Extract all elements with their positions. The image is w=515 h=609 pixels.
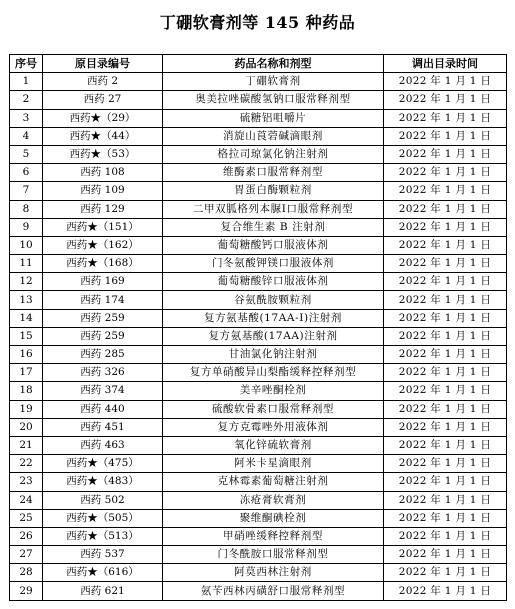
cell-index: 6	[10, 164, 43, 182]
cell-index: 4	[10, 127, 43, 145]
table-row	[10, 164, 507, 182]
cell-index: 7	[10, 182, 43, 200]
cell-original-code: 西药 259	[43, 327, 163, 345]
cell-original-code: 西药 374	[43, 382, 163, 400]
cell-removal-date: 2022 年 1 月 1 日	[384, 236, 507, 254]
cell-index: 24	[10, 491, 43, 509]
table-row	[10, 364, 507, 382]
cell-drug-name: 复合维生素 B 注射剂	[163, 218, 384, 236]
cell-original-code: 西药★（616）	[43, 564, 163, 582]
cell-original-code: 西药 326	[43, 364, 163, 382]
cell-original-code: 西药 169	[43, 273, 163, 291]
table-row	[10, 91, 507, 109]
cell-original-code: 西药 621	[43, 582, 163, 600]
cell-drug-name: 格拉司琼氯化钠注射剂	[163, 145, 384, 163]
cell-index: 12	[10, 273, 43, 291]
cell-index: 22	[10, 455, 43, 473]
cell-drug-name: 门冬酰胺口服常释剂型	[163, 546, 384, 564]
cell-original-code: 西药 174	[43, 291, 163, 309]
cell-drug-name: 美辛唑酮栓剂	[163, 382, 384, 400]
cell-index: 14	[10, 309, 43, 327]
cell-index: 3	[10, 109, 43, 127]
cell-original-code: 西药 108	[43, 164, 163, 182]
cell-original-code: 西药 109	[43, 182, 163, 200]
table-row	[10, 255, 507, 273]
cell-drug-name: 甲硝唑缓释控释剂型	[163, 527, 384, 545]
cell-index: 9	[10, 218, 43, 236]
table-row	[10, 73, 507, 91]
cell-removal-date: 2022 年 1 月 1 日	[384, 109, 507, 127]
table-row	[10, 400, 507, 418]
cell-removal-date: 2022 年 1 月 1 日	[384, 455, 507, 473]
cell-removal-date: 2022 年 1 月 1 日	[384, 164, 507, 182]
header-original-code: 原目录编号	[43, 55, 163, 73]
cell-removal-date: 2022 年 1 月 1 日	[384, 91, 507, 109]
cell-index: 26	[10, 527, 43, 545]
cell-index: 27	[10, 546, 43, 564]
cell-original-code: 西药★（168）	[43, 255, 163, 273]
table-row	[10, 455, 507, 473]
cell-index: 16	[10, 346, 43, 364]
header-removal-date: 调出目录时间	[384, 55, 507, 73]
cell-drug-name: 消旋山莨菪碱滴眼剂	[163, 127, 384, 145]
cell-drug-name: 聚维酮碘栓剂	[163, 509, 384, 527]
cell-removal-date: 2022 年 1 月 1 日	[384, 182, 507, 200]
cell-removal-date: 2022 年 1 月 1 日	[384, 145, 507, 163]
cell-index: 15	[10, 327, 43, 345]
table-header-row	[10, 55, 507, 73]
table-row	[10, 346, 507, 364]
cell-drug-name: 复方克霉唑外用液体剂	[163, 418, 384, 436]
cell-drug-name: 阿莫西林注射剂	[163, 564, 384, 582]
cell-index: 23	[10, 473, 43, 491]
table-row	[10, 200, 507, 218]
cell-removal-date: 2022 年 1 月 1 日	[384, 273, 507, 291]
header-index: 序号	[10, 55, 43, 73]
table-row	[10, 546, 507, 564]
document-title: 丁硼软膏剂等 145 种药品	[159, 13, 356, 32]
cell-removal-date: 2022 年 1 月 1 日	[384, 527, 507, 545]
cell-drug-name: 葡萄糖酸钙口服液体剂	[163, 236, 384, 254]
cell-drug-name: 氧化锌硫软膏剂	[163, 436, 384, 454]
table-row	[10, 291, 507, 309]
cell-index: 10	[10, 236, 43, 254]
table-row	[10, 218, 507, 236]
cell-index: 8	[10, 200, 43, 218]
table-row	[10, 327, 507, 345]
table-row	[10, 582, 507, 600]
table-row	[10, 382, 507, 400]
cell-original-code: 西药★（483）	[43, 473, 163, 491]
table-row	[10, 436, 507, 454]
cell-index: 19	[10, 400, 43, 418]
cell-removal-date: 2022 年 1 月 1 日	[384, 509, 507, 527]
cell-removal-date: 2022 年 1 月 1 日	[384, 491, 507, 509]
table-row	[10, 418, 507, 436]
cell-drug-name: 二甲双胍格列本脲Ⅰ口服常释剂型	[163, 200, 384, 218]
cell-index: 2	[10, 91, 43, 109]
table-row	[10, 564, 507, 582]
cell-removal-date: 2022 年 1 月 1 日	[384, 473, 507, 491]
cell-original-code: 西药★（29）	[43, 109, 163, 127]
table-row	[10, 127, 507, 145]
table-row	[10, 509, 507, 527]
cell-drug-name: 克林霉素葡萄糖注射剂	[163, 473, 384, 491]
cell-original-code: 西药★（513）	[43, 527, 163, 545]
cell-original-code: 西药★（53）	[43, 145, 163, 163]
cell-index: 28	[10, 564, 43, 582]
cell-removal-date: 2022 年 1 月 1 日	[384, 327, 507, 345]
cell-index: 18	[10, 382, 43, 400]
cell-original-code: 西药 285	[43, 346, 163, 364]
cell-index: 25	[10, 509, 43, 527]
cell-drug-name: 冻疮膏软膏剂	[163, 491, 384, 509]
cell-original-code: 西药 2	[43, 73, 163, 91]
cell-removal-date: 2022 年 1 月 1 日	[384, 200, 507, 218]
cell-removal-date: 2022 年 1 月 1 日	[384, 291, 507, 309]
cell-original-code: 西药 502	[43, 491, 163, 509]
table-row	[10, 109, 507, 127]
table-row	[10, 309, 507, 327]
cell-drug-name: 门冬氨酸钾镁口服液体剂	[163, 255, 384, 273]
cell-original-code: 西药 451	[43, 418, 163, 436]
cell-drug-name: 谷氨酰胺颗粒剂	[163, 291, 384, 309]
cell-removal-date: 2022 年 1 月 1 日	[384, 309, 507, 327]
cell-original-code: 西药 259	[43, 309, 163, 327]
table-row	[10, 527, 507, 545]
table-row	[10, 182, 507, 200]
table-row	[10, 145, 507, 163]
cell-removal-date: 2022 年 1 月 1 日	[384, 255, 507, 273]
cell-original-code: 西药★（162）	[43, 236, 163, 254]
table-row	[10, 491, 507, 509]
cell-original-code: 西药 129	[43, 200, 163, 218]
cell-drug-name: 葡萄糖酸锌口服液体剂	[163, 273, 384, 291]
header-drug-name: 药品名称和剂型	[163, 55, 384, 73]
table-row	[10, 473, 507, 491]
cell-original-code: 西药★（475）	[43, 455, 163, 473]
cell-removal-date: 2022 年 1 月 1 日	[384, 582, 507, 600]
cell-original-code: 西药★（151）	[43, 218, 163, 236]
cell-drug-name: 氨苄西林丙磺舒口服常释剂型	[163, 582, 384, 600]
cell-original-code: 西药★（505）	[43, 509, 163, 527]
cell-removal-date: 2022 年 1 月 1 日	[384, 346, 507, 364]
cell-removal-date: 2022 年 1 月 1 日	[384, 418, 507, 436]
cell-drug-name: 复方氨基酸(17AA)注射剂	[163, 327, 384, 345]
table-row	[10, 236, 507, 254]
drug-table	[9, 54, 507, 601]
cell-index: 11	[10, 255, 43, 273]
cell-removal-date: 2022 年 1 月 1 日	[384, 364, 507, 382]
cell-removal-date: 2022 年 1 月 1 日	[384, 127, 507, 145]
cell-index: 13	[10, 291, 43, 309]
cell-drug-name: 维酶素口服常释剂型	[163, 164, 384, 182]
cell-drug-name: 甘油氯化钠注射剂	[163, 346, 384, 364]
cell-original-code: 西药 440	[43, 400, 163, 418]
cell-drug-name: 复方单硝酸异山梨酯缓释控释剂型	[163, 364, 384, 382]
cell-index: 20	[10, 418, 43, 436]
cell-index: 21	[10, 436, 43, 454]
cell-removal-date: 2022 年 1 月 1 日	[384, 564, 507, 582]
cell-removal-date: 2022 年 1 月 1 日	[384, 400, 507, 418]
cell-drug-name: 复方氨基酸(17AA-Ⅰ)注射剂	[163, 309, 384, 327]
cell-index: 5	[10, 145, 43, 163]
cell-removal-date: 2022 年 1 月 1 日	[384, 382, 507, 400]
cell-index: 29	[10, 582, 43, 600]
cell-removal-date: 2022 年 1 月 1 日	[384, 436, 507, 454]
cell-removal-date: 2022 年 1 月 1 日	[384, 73, 507, 91]
cell-drug-name: 胃蛋白酶颗粒剂	[163, 182, 384, 200]
cell-drug-name: 硫糖铝咀嚼片	[163, 109, 384, 127]
cell-index: 17	[10, 364, 43, 382]
cell-index: 1	[10, 73, 43, 91]
cell-original-code: 西药★（44）	[43, 127, 163, 145]
cell-drug-name: 阿米卡星滴眼剂	[163, 455, 384, 473]
cell-original-code: 西药 537	[43, 546, 163, 564]
cell-drug-name: 硫酸软骨素口服常释剂型	[163, 400, 384, 418]
table-row	[10, 273, 507, 291]
cell-original-code: 西药 463	[43, 436, 163, 454]
cell-removal-date: 2022 年 1 月 1 日	[384, 546, 507, 564]
cell-original-code: 西药 27	[43, 91, 163, 109]
cell-drug-name: 丁硼软膏剂	[163, 73, 384, 91]
cell-drug-name: 奥美拉唑碳酸氢钠口服常释剂型	[163, 91, 384, 109]
cell-removal-date: 2022 年 1 月 1 日	[384, 218, 507, 236]
